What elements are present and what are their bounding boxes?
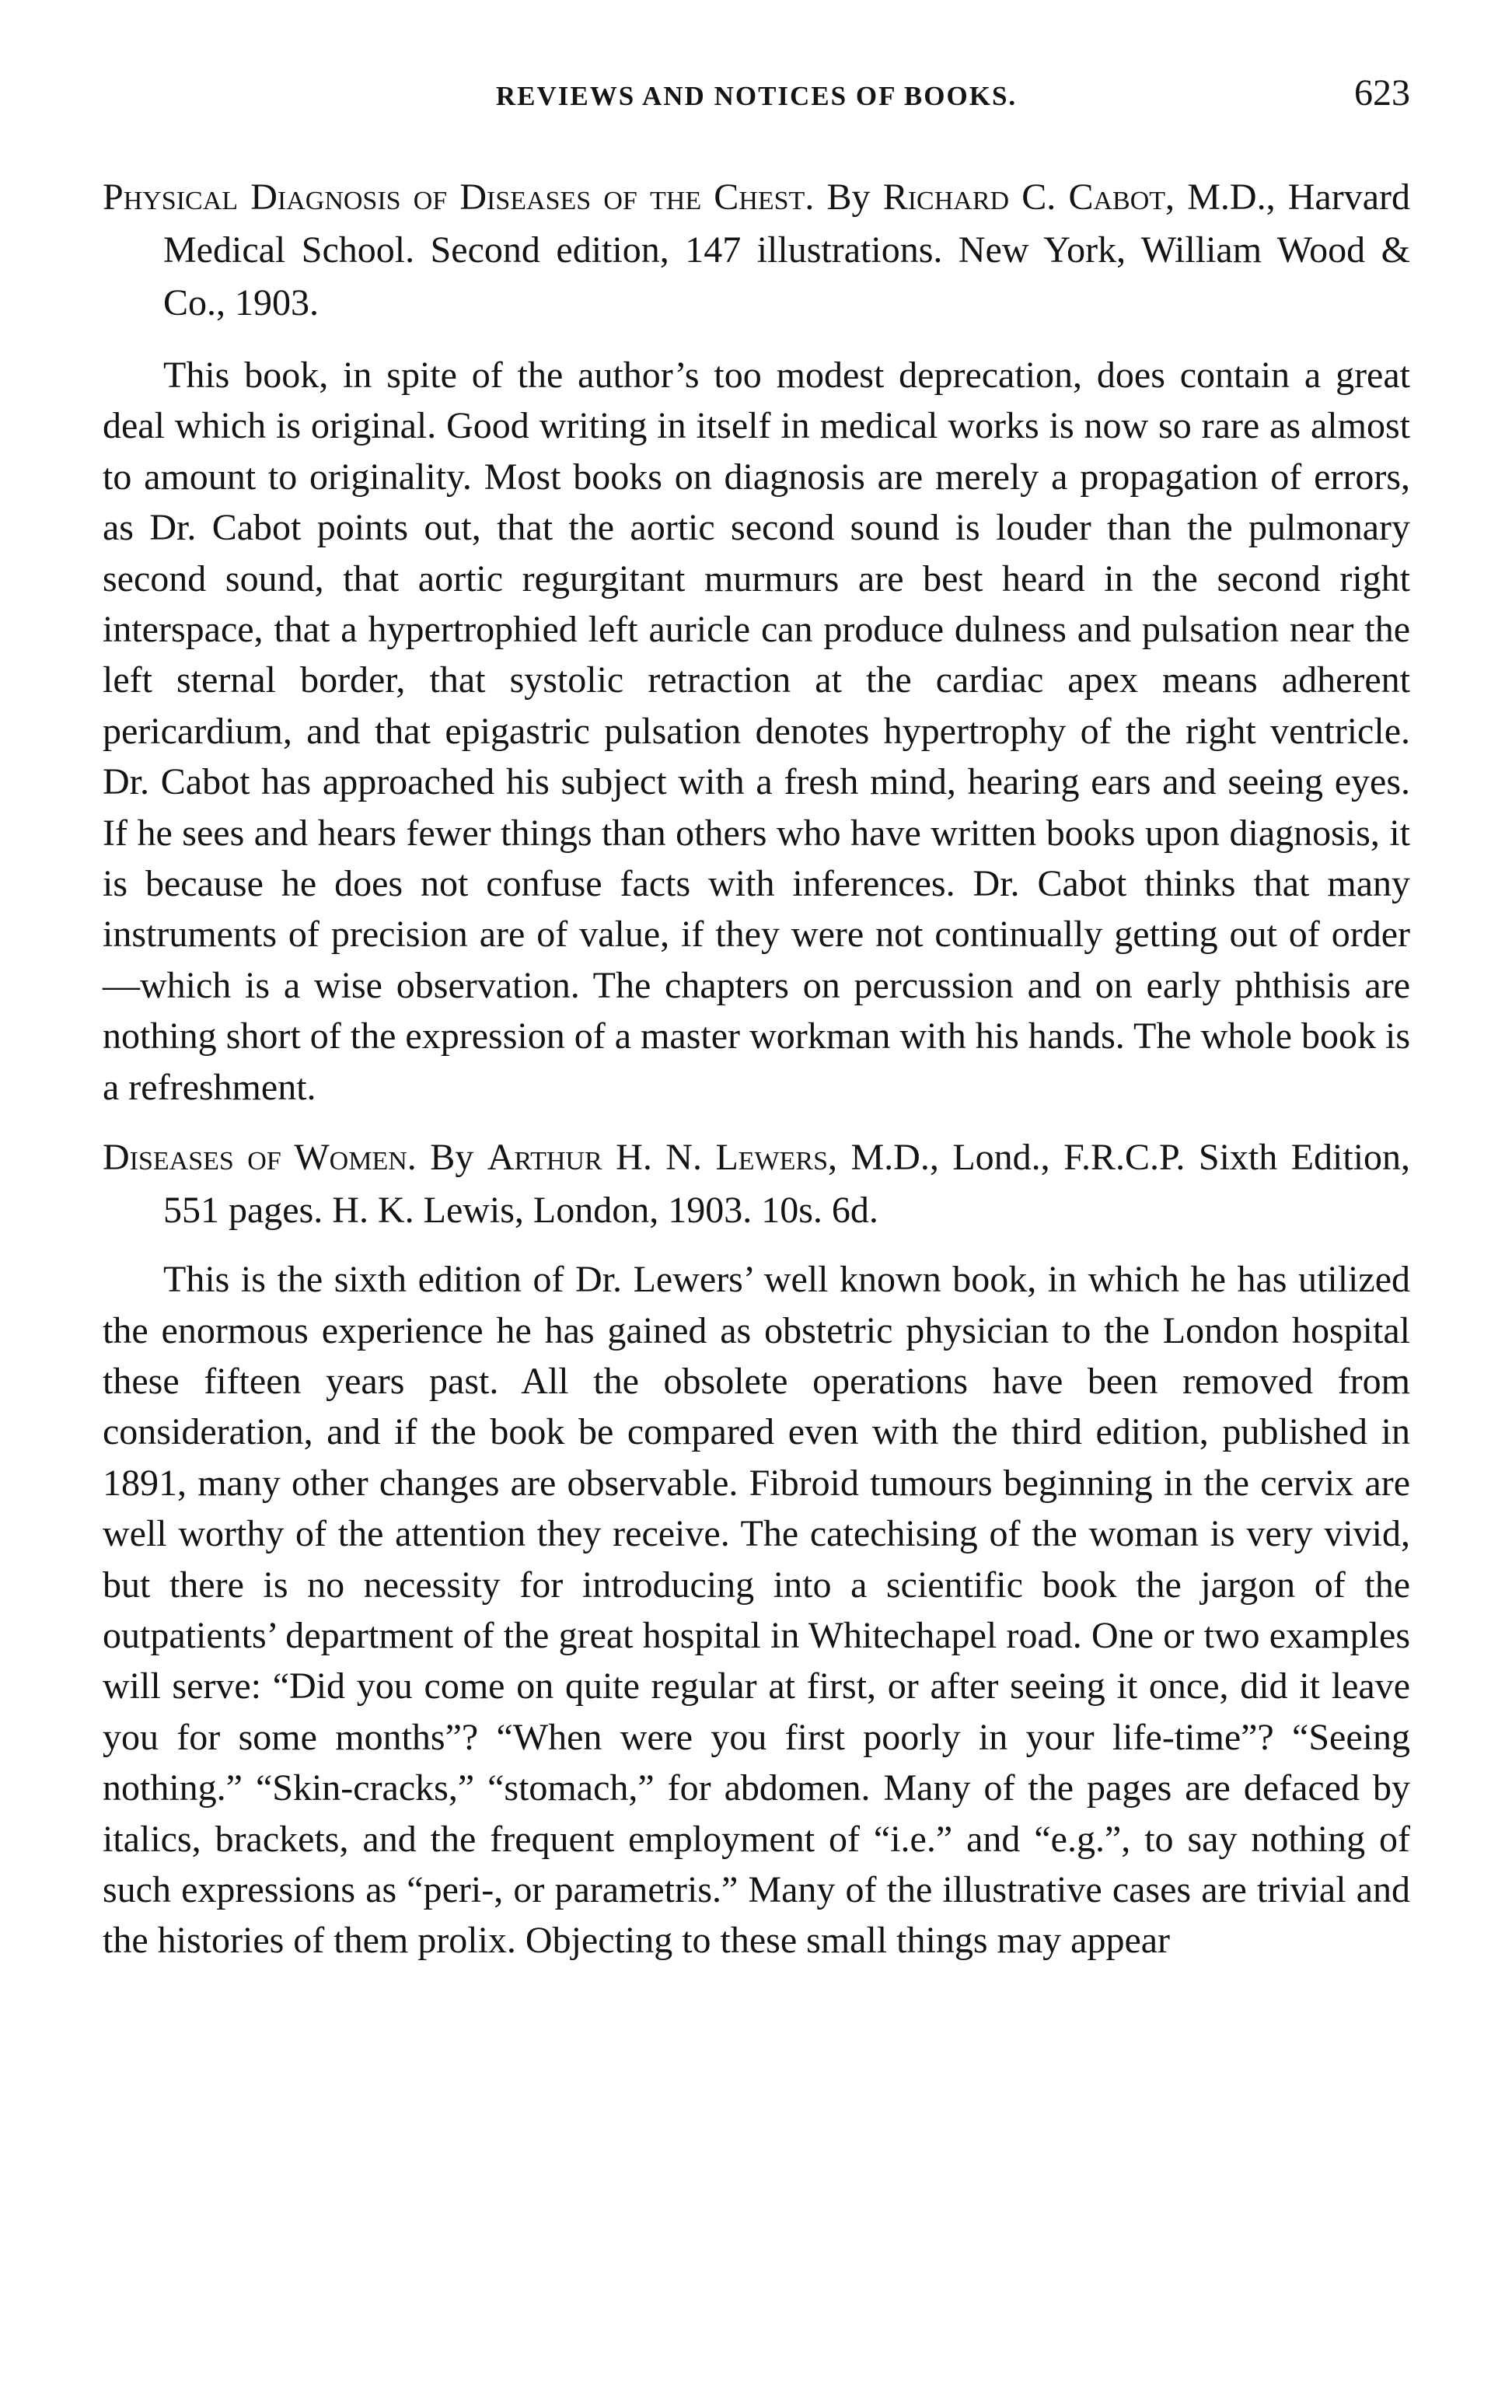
book-author: Arthur H. N. Lewers, (487, 1137, 837, 1179)
book-title: Physical Diagnosis of Diseases of the Chest. (103, 176, 815, 218)
book-details: M.D., Harvard Medical School. Second edition, 147 illustrations. New York, William Wood & Co., 1903. (163, 176, 1410, 323)
review-heading-diseases-of-women (103, 1131, 1410, 1237)
book-title: Diseases of Women. (103, 1137, 417, 1179)
book-details: M.D., Lond., F.R.C.P. Sixth Edition, 551 pages. H. K. Lewis, London, 1903. 10s. 6d. (163, 1137, 1411, 1232)
by-label: By (430, 1137, 474, 1179)
review-body-chest-diagnosis: This book, in spite of the author’s too modest deprecation, does contain a great deal which is original. Good writing in itself in medical works is now so rare as almost to amount to originality. Most books on diagnosis are merely a propagation of errors, as Dr. Cabot points out, that the aortic second sound is louder than the pulmonary second sound, that aortic regurgitant murmurs are best heard in the second right interspace, that a hypertrophied left auricle can produce dulness and pulsation near the left sternal border, that systolic retraction at the cardiac apex means adherent pericardium, and that epigastric pulsation denotes hypertrophy of the right ventricle. Dr. Cabot has approached his subject with a fresh mind, hearing ears and seeing eyes. If he sees and hears fewer things than others who have written books upon diagnosis, it is because he does not confuse facts with inferences. Dr. Cabot thinks that many instruments of precision are of value, if they were not continually getting out of order—which is a wise observation. The chapters on percussion and on early phthisis are nothing short of the expression of a master workman with his hands. The whole book is a refreshment. (103, 355, 1410, 1108)
review-heading-chest-diagnosis (103, 171, 1410, 330)
review-body-diseases-of-women: This is the sixth edition of Dr. Lewers’ well known book, in which he has utilized the enormous experience he has gained as obstetric physician to the London hospital these fifteen years past. All the obsolete operations have been removed from consideration, and if the book be compared even with the third edition, published in 1891, many other changes are observable. Fibroid tumours beginning in the cervix are well worthy of the attention they receive. The catechising of the woman is very vivid, but there is no necessity for introducing into a scientific book the jargon of the outpatients’ department of the great hospital in Whitechapel road. One or two examples will serve: “Did you come on quite regular at first, or after seeing it once, did it leave you for some months”? “When were you first poorly in your life-time”? “Seeing nothing.” “Skin-cracks,” “stomach,” for abdomen. Many of the pages are defaced by italics, brackets, and the frequent employment of “i.e.” and “e.g.”, to say nothing of such expressions as “peri-, or parametris.” Many of the illustrative cases are trivial and the histories of them prolix. Objecting to these small things may appear (103, 1259, 1410, 1962)
page-number: 623 (1354, 72, 1410, 114)
running-title: REVIEWS AND NOTICES OF BOOKS. (495, 81, 1018, 111)
by-label: By (826, 176, 871, 218)
book-author: Richard C. Cabot, (882, 176, 1175, 218)
running-head (103, 54, 1410, 124)
book-page (103, 54, 1410, 1966)
